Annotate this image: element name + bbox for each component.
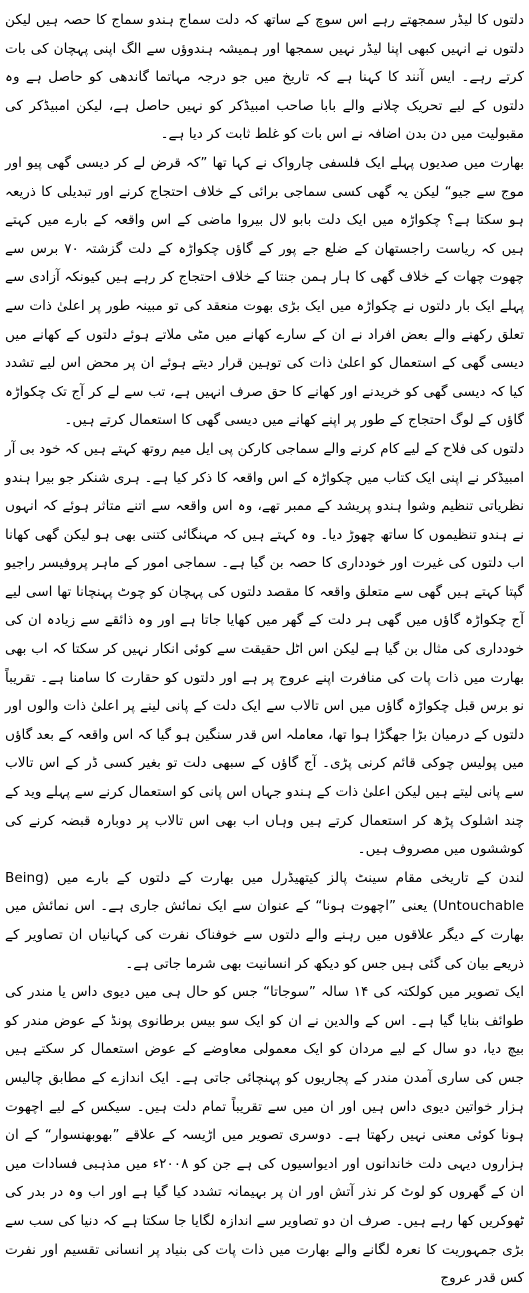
paragraph-2: بھارت میں صدیوں پہلے ایک فلسفی چارواک نے کہا تھا ”کہ قرض لے کر دیسی گھی پیو اور موج سے جیو“ لیکن یہ گھی کسی سماجی برائی کے خلاف احتجاج کرنے اور تبدیلی کا ذریعہ ہو سکتا ہے؟ چکواڑہ میں ایک دلت بابو لال بیروا ماضی کے اس واقعہ کے بارے میں کہتے ہیں کہ ریاست راجستھان کے ضلع جے پور کے گاؤں چکواڑہ کے دلت گزشتہ ۷۰ برس سے چھوت چھات کے خلاف گھی کا ہار ہمن جنتا کے خلاف احتجاج کر رہے ہیں کیونکہ آزادی سے پہلے ایک بار دلتوں نے چکواڑہ میں ایک بڑی بھوت منعقد کی تو مبینہ طور پر اعلیٰ ذات سے تعلق رکھنے والے بعض افراد نے ان کے سارے کھانے میں مٹی ملاتے ہوئے دلتوں کے کھانے میں دیسی گھی کے استعمال کو اعلیٰ ذات کی توہین قرار دیتے ہوئے ان پر محض اس لیے تشدد کیا کہ دیسی گھی کو خریدنے اور کھانے کا حق صرف انہیں ہے، تب سے لے کر آج تک چکواڑہ گاؤں کے لوگ احتجاج کے طور پر اپنے کھانے میں دیسی گھی کا استعمال کرتے ہیں۔ xyxy=(5,154,524,429)
paragraph-1: دلتوں کا لیڈر سمجھتے رہے اس سوچ کے ساتھ کہ دلت سماج ہندو سماج کا حصہ ہیں لیکن دلتوں نے انہیں کبھی اپنا لیڈر نہیں سمجھا اور ہمیشہ ہندوؤں سے الگ اپنی پہچان کی بات کرتے رہے۔ ایس آنند کا کہنا ہے کہ تاریخ میں جو درجہ مہاتما گاندھی کو حاصل ہے وہ دلتوں کے لیے تحریک چلانے والے بابا صاحب امبیڈکر کو نہیں حاصل ہے، لیکن امبیڈکر کی مقبولیت میں دن بدن اضافہ نے اس بات کو غلط ثابت کر دیا ہے۔ xyxy=(5,12,524,143)
paragraph-4: لندن کے تاریخی مقام سینٹ پالز کیتھیڈرل میں بھارت کے دلتوں کے بارے میں (Being Untouchable) یعنی ”اچھوت ہونا“ کے عنوان سے ایک نمائش جاری ہے۔ اس نمائش میں بھارت کے دیگر علاقوں میں رہنے والے دلتوں سے خوفناک نفرت کی کہانیاں ان تصاویر کے ذریعے بیان کی گئی ہیں جس کو دیکھ کر انسانیت بھی شرما جاتی ہے۔ xyxy=(5,869,524,972)
paragraph-3: دلتوں کی فلاح کے لیے کام کرنے والے سماجی کارکن پی ایل میم روتھ کہتے ہیں کہ خود بی آر امبیڈکر نے اپنی ایک کتاب میں چکواڑہ کے اس واقعہ کا ذکر کیا ہے۔ ہری شنکر جو بیرا ہندو نظریاتی تنظیم وشوا ہندو پریشد کے ممبر تھے، وہ اس واقعہ سے اتنے متاثر ہوئے کہ انہوں نے ہندو تنظیموں کا ساتھ چھوڑ دیا۔ وہ کہتے ہیں کہ مہنگائی کتنی بھی ہو لیکن گھی کھانا اب دلتوں کی غیرت اور خودداری کا حصہ بن گیا ہے۔ سماجی امور کے ماہر پروفیسر راجیو گپتا کہتے ہیں گھی سے متعلق واقعہ کا مقصد دلتوں کی پہچان کو چوٹ پہنچانا تھا اسی لیے آج چکواڑہ گاؤں میں گھی ہر دلت کے گھر میں کھایا جاتا ہے اور وہ ذائقے سے زیادہ ان کی خودداری کی مثال بن گیا ہے لیکن اس اٹل حقیقت سے کوئی انکار نہیں کر سکتا کہ اب بھی بھارت میں ذات پات کی منافرت اپنے عروج پر ہے اور دلتوں کو حقارت کا سامنا ہے۔ تقریباً نو برس قبل چکواڑہ گاؤں میں اس تالاب سے ایک دلت کے پانی لینے پر اعلیٰ ذات والوں اور دلتوں کے درمیان بڑا جھگڑا ہوا تھا، معاملہ اس قدر سنگین ہو گیا کہ اس واقعہ کے بعد گاؤں میں پولیس چوکی قائم کرنی پڑی۔ آج گاؤں کے سبھی دلت تو بغیر کسی ڈر کے اس تالاب سے پانی لیتے ہیں لیکن اعلیٰ ذات کے ہندو جہاں اس پانی کو استعمال کرنے سے پہلے وید کے چند اشلوک پڑھ کر استعمال کرتے ہیں وہاں اب بھی اس تالاب پر دوبارہ قبضہ کرنے کی کوششوں میں مصروف ہیں۔ xyxy=(5,440,524,858)
paragraph-5: ایک تصویر میں کولکتہ کی ۱۴ سالہ ”سوجاتا“ جس کو حال ہی میں دیوی داس یا مندر کی طوائف بنایا گیا ہے۔ اس کے والدین نے ان کو ایک سو بیس برطانوی پونڈ کے عوض مندر کو بیچ دیا، دو سال کے لیے مردان کو ایک معمولی معاوضے کے عوض استعمال کر سکتے ہیں جس کی ساری آمدن مندر کے پجاریوں کو پہنچائی جاتی ہے۔ ایک اندازے کے مطابق چالیس ہزار خواتین دیوی داس ہیں اور ان میں سے تقریباً تمام دلت ہیں۔ سیکس کے لیے اچھوت ہونا کوئی معنی نہیں رکھتا ہے۔ دوسری تصویر میں اڑیسہ کے علاقے ”بھوبھنسوار“ کے ان ہزاروں دیہی دلت خاندانوں اور ادیواسیوں کی ہے جن کو ۲۰۰۸ء میں مذہبی فسادات میں ان کے گھروں کو لوٹ کر نذر آتش اور ان پر بہیمانہ تشدد کیا گیا ہے اور اب وہ در بدر کی ٹھوکریں کھا رہے ہیں۔ صرف ان دو تصاویر سے اندازہ لگایا جا سکتا ہے کہ دنیا کی سب سے بڑی جمہوریت کا نعرہ لگانے والے بھارت میں ذات پات کی بنیاد پر انسانی تقسیم اور نفرت کس قدر عروج xyxy=(5,984,524,1287)
urdu-article xyxy=(5,6,524,1293)
